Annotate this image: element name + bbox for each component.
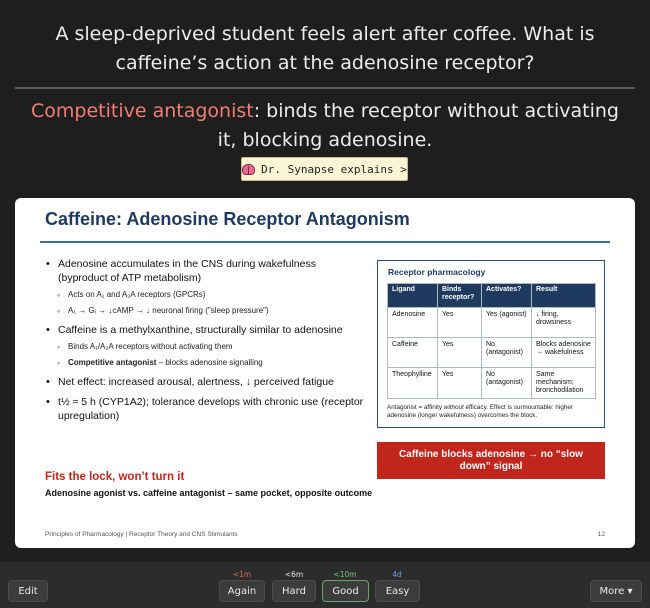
punchline: Fits the lock, won’t turn it [45,471,185,483]
box-title: Receptor pharmacology [388,267,486,277]
table-cell: ↓ firing, drowsiness [532,308,596,338]
slide-bullets [45,257,365,427]
callout-banner: Caffeine blocks adenosine → no “slow down” signal [377,442,605,479]
sub-bullet-item: ◦ Acts on A₁ and A₂A receptors (GPCRs) [45,289,365,301]
pharmacology-box [377,260,605,428]
box-note-text: efficacy. Effect is surmountable: higher adenosine (longer wakefulness) overcomes the block. [387,404,573,419]
slide-page-number: 12 [597,531,605,538]
easy-button[interactable]: Easy [375,580,420,602]
hard-interval: <6m [284,570,304,579]
table-cell: Yes [438,338,482,368]
table-header: Activates? [482,284,532,308]
good-interval: <10m [333,570,357,579]
again-button[interactable]: Again [219,580,265,602]
table-cell: Yes (agonist) [482,308,532,338]
table-cell: Adenosine [388,308,438,338]
punchline-subtitle: Adenosine agonist vs. caffeine antagonist – same pocket, opposite outcome [45,488,373,498]
title-rule [40,241,610,243]
again-interval: <1m [232,570,252,579]
sub-bullet-bold: Competitive antagonist [68,358,157,367]
good-button[interactable]: Good [322,580,369,602]
brain-icon [242,164,255,175]
bullet-item: • t½ ≈ 5 h (CYP1A2); tolerance develops with chronic use (receptor upregulation) [45,395,365,423]
box-note [387,404,599,420]
bullet-item: • Caffeine is a methylxanthine, structurally similar to adenosine [45,323,365,337]
lecture-slide [15,198,635,548]
table-row [388,308,596,338]
table-cell: No (antagonist) [482,368,532,399]
explain-button[interactable] [241,157,408,181]
table-cell: Yes [438,308,482,338]
table-row [388,338,596,368]
table-cell: No (antagonist) [482,338,532,368]
explain-label: Dr. Synapse explains > [261,162,407,176]
table-row [388,368,596,399]
sub-bullet-item [45,357,365,369]
box-note-text: Antagonist = affinity [387,404,444,411]
easy-interval: 4d [392,570,402,579]
card-answer [0,97,650,155]
table-cell: Theophylline [388,368,438,399]
table-cell: Yes [438,368,482,399]
review-bottom-bar [0,562,650,608]
box-note-italic: without [443,404,464,411]
table-header-row [388,284,596,308]
more-button[interactable]: More ▾ [590,580,642,602]
slide-footer: Principles of Pharmacology | Receptor Theory and CNS Stimulants [45,531,238,538]
bullet-item: • Adenosine accumulates in the CNS during wakefulness (byproduct of ATP metabolism) [45,257,365,285]
table-cell: Same mechanism; bronchodilation [532,368,596,399]
card-question: A sleep-deprived student feels alert after coffee. What is caffeine’s action at the adenosine receptor? [55,23,595,74]
table-cell: Caffeine [388,338,438,368]
answer-text: : binds the receptor without activating it, blocking adenosine. [217,100,619,151]
slide-title: Caffeine: Adenosine Receptor Antagonism [45,209,410,229]
sub-bullet-item: ◦ A₁ → Gᵢ → ↓cAMP → ↓ neuronal firing ("sleep pressure") [45,305,365,317]
sub-bullet-text: – blocks adenosine signalling [156,358,263,367]
answer-divider [15,87,635,89]
pharmacology-table [387,283,596,399]
answer-highlight: Competitive antagonist [31,100,254,122]
edit-button[interactable]: Edit [8,580,48,602]
table-header: Binds receptor? [438,284,482,308]
hard-button[interactable]: Hard [272,580,316,602]
table-header: Result [532,284,596,308]
table-cell: Blocks adenosine → wakefulness [532,338,596,368]
bullet-item: • Net effect: increased arousal, alertness, ↓ perceived fatigue [45,375,365,389]
sub-bullet-item: ◦ Binds A₁/A₂A receptors without activating them [45,341,365,353]
table-header: Ligand [388,284,438,308]
